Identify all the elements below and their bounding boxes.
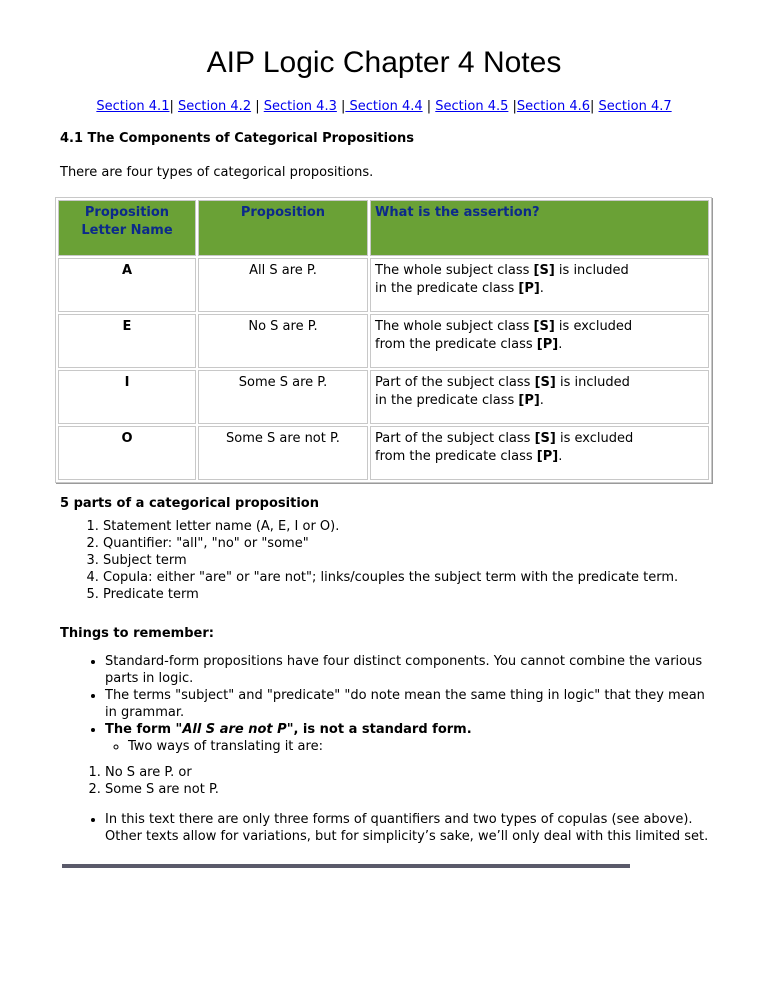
things-list	[60, 653, 715, 755]
list-item: 2. Quantifier: "all", "no" or "some"	[103, 535, 678, 552]
header-proposition: Proposition	[198, 200, 368, 256]
forms-list	[60, 764, 219, 798]
nav-link-4-4[interactable]: Section 4.4	[345, 99, 423, 114]
table-row	[58, 258, 709, 312]
list-item: 3. Subject term	[103, 552, 678, 569]
propositions-table	[55, 197, 712, 483]
list-item: 1. No S are P. or	[105, 764, 219, 781]
parts-list	[60, 518, 678, 603]
nav-link-4-7[interactable]: Section 4.7	[598, 99, 672, 114]
list-item: • The form "All S are not P", is not a standard form. ◦ Two ways of translating it are:	[105, 721, 715, 755]
page-title: AIP Logic Chapter 4 Notes	[206, 46, 562, 79]
letter-cell: O	[58, 426, 196, 480]
list-item: 2. Some S are not P.	[105, 781, 219, 798]
parts-heading: 5 parts of a categorical proposition	[60, 496, 319, 511]
letter-cell: A	[58, 258, 196, 312]
table-header-row	[58, 200, 709, 256]
list-item: 4. Copula: either "are" or "are not"; links/couples the subject term with the predicate term.	[103, 569, 678, 586]
table-row	[58, 426, 709, 480]
table-row	[58, 314, 709, 368]
proposition-cell: No S are P.	[198, 314, 368, 368]
intro-text: There are four types of categorical propositions.	[60, 165, 374, 180]
assertion-cell: Part of the subject class [S] is included in the predicate class [P].	[370, 370, 709, 424]
nav-link-4-5[interactable]: Section 4.5	[435, 99, 509, 114]
list-item: • The terms "subject" and "predicate" "do note mean the same thing in logic" that they mean in grammar.	[105, 687, 715, 721]
proposition-cell: Some S are not P.	[198, 426, 368, 480]
nav-separator: |	[169, 99, 178, 114]
list-item: • In this text there are only three forms of quantifiers and two types of copulas (see above). Other texts allow for variations, but for simplicity’s sake, we’ll only deal with this limited set.	[105, 811, 725, 845]
list-item: • Standard-form propositions have four distinct components. You cannot combine the various parts in logic.	[105, 653, 715, 687]
nav-separator: |	[590, 99, 599, 114]
nav-link-4-1[interactable]: Section 4.1	[96, 99, 170, 114]
nav-separator: |	[508, 99, 517, 114]
nav-separator: |	[251, 99, 264, 114]
section-heading: 4.1 The Components of Categorical Propositions	[60, 131, 414, 146]
letter-cell: I	[58, 370, 196, 424]
nav-link-4-2[interactable]: Section 4.2	[177, 99, 252, 114]
nav-separator: |	[422, 99, 436, 114]
nav-link-4-3[interactable]: Section 4.3	[263, 99, 337, 114]
horizontal-divider	[62, 864, 630, 868]
proposition-cell: Some S are P.	[198, 370, 368, 424]
proposition-cell: All S are P.	[198, 258, 368, 312]
header-letter-name: Proposition Letter Name	[58, 200, 196, 256]
letter-cell: E	[58, 314, 196, 368]
note-list	[60, 811, 725, 845]
assertion-cell: Part of the subject class [S] is excluded from the predicate class [P].	[370, 426, 709, 480]
list-item: ◦ Two ways of translating it are:	[128, 738, 715, 755]
assertion-cell: The whole subject class [S] is included in the predicate class [P].	[370, 258, 709, 312]
list-item: 5. Predicate term	[103, 586, 678, 603]
section-nav	[0, 99, 768, 114]
sub-list	[105, 738, 715, 755]
list-item: 1. Statement letter name (A, E, I or O).	[103, 518, 678, 535]
nav-link-4-6[interactable]: Section 4.6	[516, 99, 591, 114]
things-heading: Things to remember:	[60, 626, 214, 641]
nav-separator: |	[336, 99, 346, 114]
table-row	[58, 370, 709, 424]
assertion-cell: The whole subject class [S] is excluded from the predicate class [P].	[370, 314, 709, 368]
header-assertion: What is the assertion?	[370, 200, 709, 256]
